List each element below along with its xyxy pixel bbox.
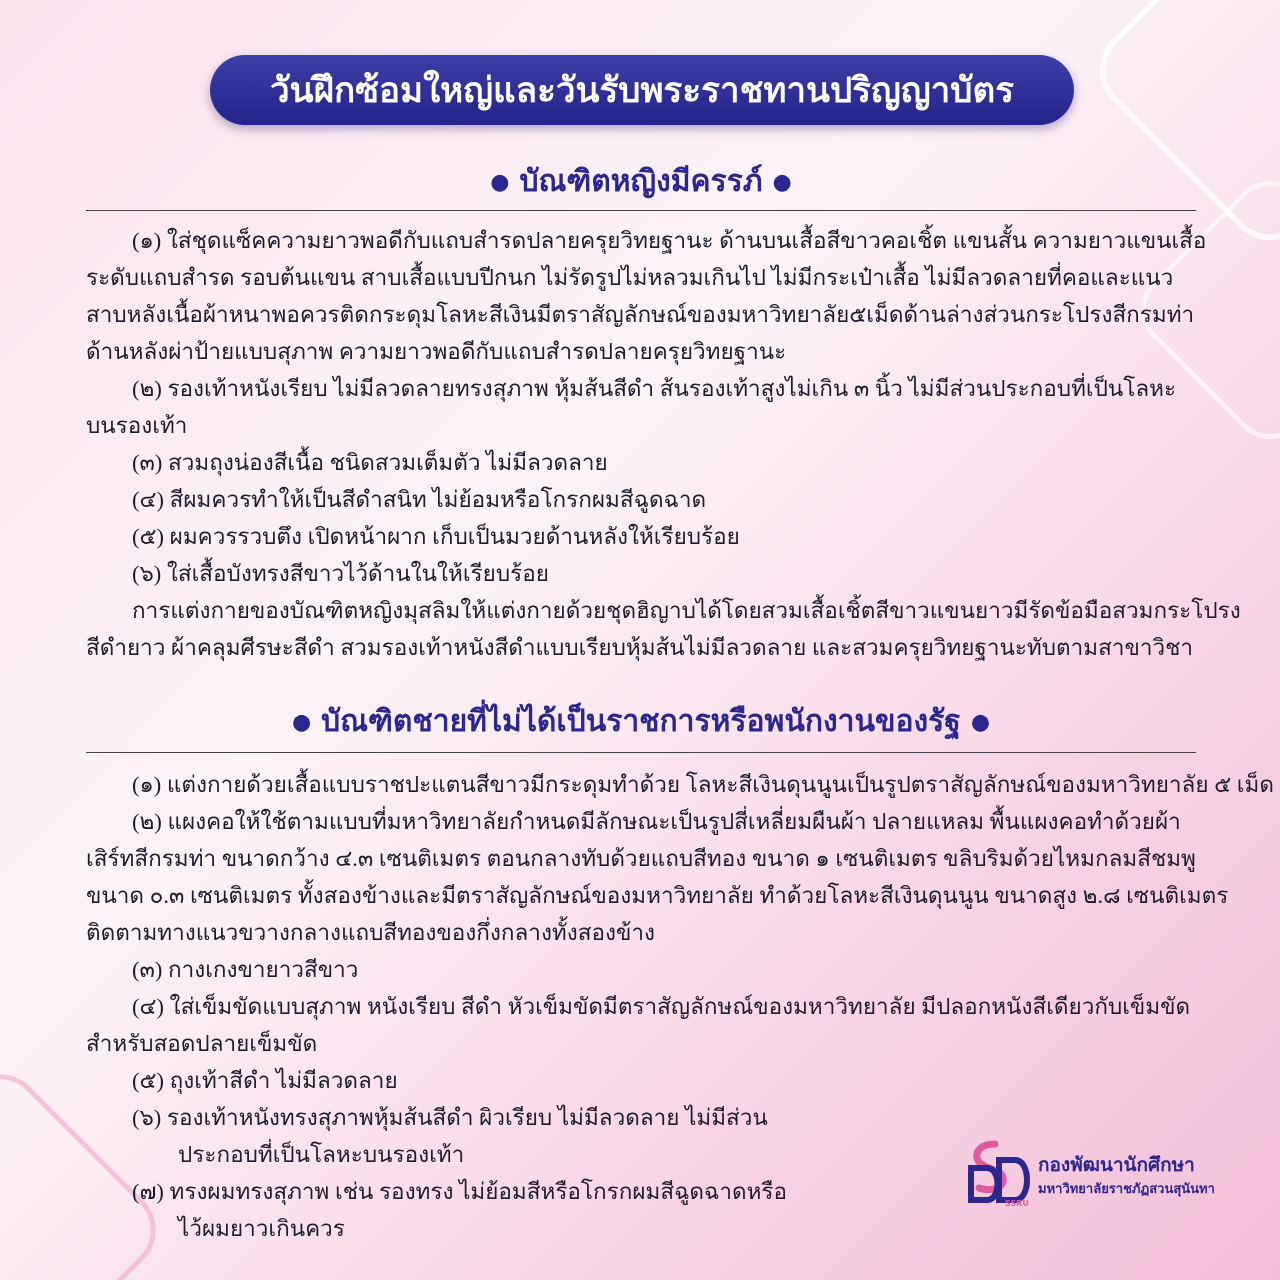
text-line: (๔) ใส่เข็มขัดแบบสุภาพ หนังเรียบ สีดำ หัวเข็มขัดมีตราสัญลักษณ์ของมหาวิทยาลัย มีปลอกหนังสีเดียวกับเข็มขัด [132, 994, 1191, 1019]
text-line: ด้านหลังผ่าป้ายแบบสุภาพ ความยาวพอดีกับแถบสำรดปลายครุยวิทยฐานะ [86, 339, 787, 364]
text-line: เสิร์ทสีกรมท่า ขนาดกว้าง ๔.๓ เซนติเมตร ตอนกลางทับด้วยแถบสีทอง ขนาด ๑ เซนติเมตร ขลิบริมด้วยไหมกลมสีชมพู [86, 846, 1196, 871]
text-line: (๒) รองเท้าหนังเรียบ ไม่มีลวดลายทรงสุภาพ หุ้มส้นสีดำ ส้นรองเท้าสูงไม่เกิน ๓ นิ้ว ไม่มีส่วนประกอบที่เป็นโลหะ [132, 376, 1177, 401]
text-line: สีดำยาว ผ้าคลุมศีรษะสีดำ สวมรองเท้าหนังสีดำแบบเรียบหุ้มส้นไม่มีลวดลาย และสวมครุยวิทยฐานะทับตามสาขาวิชา [86, 635, 1194, 660]
header-banner [210, 55, 1074, 125]
text-line: (๖) ใส่เสื้อบังทรงสีขาวไว้ด้านในให้เรียบร้อย [132, 561, 549, 586]
section-title-pregnant [86, 158, 1196, 205]
ssru-logo-icon [965, 1138, 1035, 1208]
text-line: (๒) แผงคอให้ใช้ตามแบบที่มหาวิทยาลัยกำหนดมีลักษณะเป็นรูปสี่เหลี่ยมผืนผ้า ปลายแหลม พื้นแผงคอทำด้วยผ้า [132, 809, 1181, 834]
text-line: บนรองเท้า [86, 413, 188, 438]
text-line: (๓) กางเกงขายาวสีขาว [132, 957, 359, 982]
logo-name: กองพัฒนานักศึกษา [1038, 1154, 1195, 1176]
text-line: ระดับแถบสำรด รอบต้นแขน สาบเสื้อแบบปีกนก ไม่รัดรูปไม่หลวมเกินไป ไม่มีกระเป๋าเสื้อ ไม่มีลวดลายที่คอและแนว [86, 265, 1174, 290]
text-line: (๗) ทรงผมทรงสุภาพ เช่น รองทรง ไม่ย้อมสีหรือโกรกผมสีฉูดฉาดหรือ [132, 1179, 788, 1204]
logo-mark: SSRU [1005, 1199, 1029, 1208]
text-line: (๕) ถุงเท้าสีดำ ไม่มีลวดลาย [132, 1068, 398, 1093]
text-line: (๖) รองเท้าหนังทรงสุภาพหุ้มส้นสีดำ ผิวเรียบ ไม่มีลวดลาย ไม่มีส่วน [132, 1105, 768, 1130]
bullet-icon: ● [772, 170, 792, 195]
header-title: วันฝึกซ้อมใหญ่และวันรับพระราชทานปริญญาบัตร [269, 70, 1015, 111]
text-line: (๑) แต่งกายด้วยเสื้อแบบราชปะแตนสีขาวมีกระดุมทำด้วย โลหะสีเงินดุนนูนเป็นรูปตราสัญลักษณ์ของมหาวิทยาลัย ๕ เม็ด [132, 772, 1274, 797]
section1-divider [86, 210, 1196, 211]
section1-body [86, 222, 1241, 666]
text-line: (๔) สีผมควรทำให้เป็นสีดำสนิท ไม่ย้อมหรือโกรกผมสีฉูดฉาด [132, 487, 707, 512]
bullet-icon: ● [291, 710, 312, 735]
bullet-icon: ● [490, 170, 510, 195]
section1-title-text: บัณฑิตหญิงมีครรภ์ [519, 164, 763, 199]
text-line: ขนาด ๐.๓ เซนติเมตร ทั้งสองข้างและมีตราสัญลักษณ์ของมหาวิทยาลัย ทำด้วยโลหะสีเงินดุนนูน ขนาดสูง ๒.๘ เซนติเมตร [86, 883, 1229, 908]
logo-subtitle: มหาวิทยาลัยราชภัฏสวนสุนันทา [1038, 1182, 1215, 1197]
text-line: (๓) สวมถุงน่องสีเนื้อ ชนิดสวมเต็มตัว ไม่มีลวดลาย [132, 450, 608, 475]
section2-divider [86, 752, 1196, 753]
text-line: ไว้ผมยาวเกินควร [178, 1216, 345, 1241]
text-line: ประกอบที่เป็นโลหะบนรองเท้า [178, 1142, 465, 1167]
bullet-icon: ● [970, 710, 991, 735]
section2-title-text: บัณฑิตชายที่ไม่ได้เป็นราชการหรือพนักงานของรัฐ [321, 704, 961, 739]
text-line: ติดตามทางแนวขวางกลางแถบสีทองของกึ่งกลางทั้งสองข้าง [86, 920, 655, 945]
section-title-male [86, 698, 1196, 745]
text-line: (๕) ผมควรรวบตึง เปิดหน้าผาก เก็บเป็นมวยด้านหลังให้เรียบร้อย [132, 524, 740, 549]
text-line: (๑) ใส่ชุดแซ็คความยาวพอดีกับแถบสำรดปลายครุยวิทยฐานะ ด้านบนเสื้อสีขาวคอเชิ้ต แขนสั้น ความยาวแขนเสื้อ [132, 228, 1207, 253]
text-line: สำหรับสอดปลายเข็มขัด [86, 1031, 318, 1056]
text-line: สาบหลังเนื้อผ้าหนาพอควรติดกระดุมโลหะสีเงินมีตราสัญลักษณ์ของมหาวิทยาลัย๕เม็ดด้านล่างส่วนกระโปรงสีกรมท่า [86, 302, 1195, 327]
text-line: การแต่งกายของบัณฑิตหญิงมุสลิมให้แต่งกายด้วยชุดฮิญาบได้โดยสวมเสื้อเชิ้ตสีขาวแขนยาวมีรัดข้อมือสวมกระโปรง [132, 598, 1241, 623]
